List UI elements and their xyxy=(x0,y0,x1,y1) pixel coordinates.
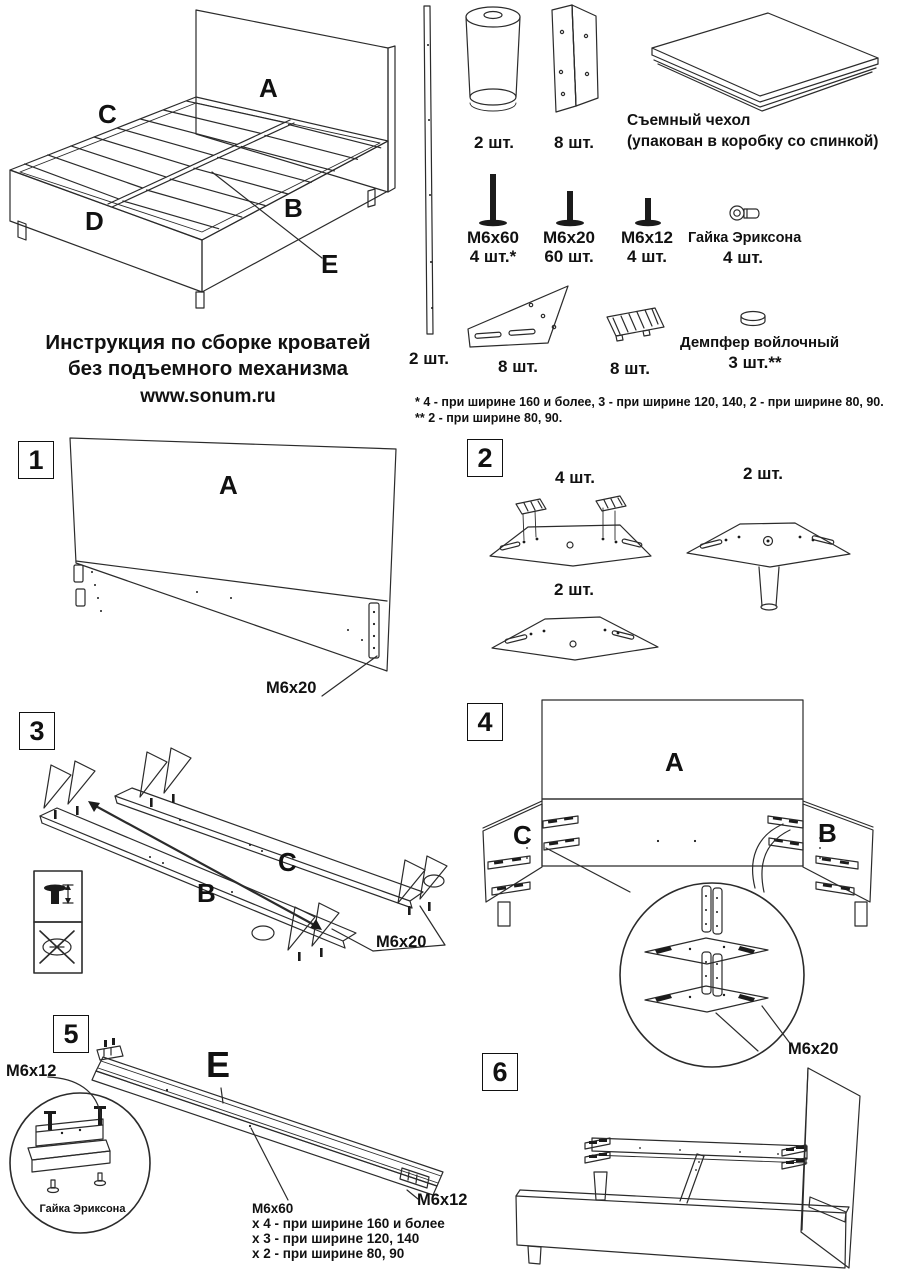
part-leg-cylinder xyxy=(466,7,520,111)
step4-screw-label: M6x20 xyxy=(788,1040,839,1058)
step4-label-b: B xyxy=(818,818,837,848)
step5-m6x12-left-label: M6x12 xyxy=(6,1062,57,1080)
step4-label-c: C xyxy=(513,820,532,850)
step1-label-a: A xyxy=(219,470,238,500)
overview-label-d: D xyxy=(85,206,104,236)
step6-frame-drawing xyxy=(516,1068,860,1268)
sheet-title xyxy=(28,330,388,382)
step5-option-2: x 3 - при ширине 120, 140 xyxy=(252,1231,420,1246)
part-slat-pad xyxy=(607,308,664,341)
bracket-qty: 8 шт. xyxy=(554,133,594,152)
m6x12-caption xyxy=(614,228,680,266)
m6x12-qty: 4 шт. xyxy=(627,247,667,266)
step-6-number: 6 xyxy=(482,1053,518,1091)
step2-leg-plate-qty: 2 шт. xyxy=(743,464,783,483)
part-erikson-nut xyxy=(730,206,759,220)
step3-label-c: C xyxy=(278,847,297,877)
step1-screw-label: M6x20 xyxy=(266,679,317,697)
step-5-number: 5 xyxy=(53,1015,89,1053)
part-corner-bracket xyxy=(552,5,598,112)
m6x60-caption xyxy=(460,228,526,266)
footnote-1: * 4 - при ширине 160 и более, 3 - при ширине 120, 140, 2 - при ширине 80, 90. xyxy=(415,395,884,409)
m6x20-caption xyxy=(536,228,602,266)
step5-bolt-options xyxy=(252,1201,445,1261)
cover-note: (упакован в коробку со спинкой) xyxy=(627,133,879,150)
title-line1: Инструкция по сборке кроватей xyxy=(45,331,371,354)
cover-caption xyxy=(627,110,878,152)
part-bolt-m6x60 xyxy=(479,174,507,226)
m6x12-name: M6x12 xyxy=(621,228,673,247)
part-corner-plate xyxy=(468,286,568,347)
no-overtighten-icon xyxy=(40,931,74,963)
step3-screw-label: M6x20 xyxy=(376,933,427,951)
nut-qty: 4 шт. xyxy=(723,248,763,267)
damper-caption xyxy=(680,333,840,373)
damper-qty: 3 шт.** xyxy=(728,353,782,372)
step2-pads-qty: 4 шт. xyxy=(555,468,595,487)
step-4-number: 4 xyxy=(467,703,503,741)
pad-qty: 8 шт. xyxy=(610,359,650,378)
step5-label-e: E xyxy=(206,1044,231,1085)
m6x60-name: M6x60 xyxy=(467,228,519,247)
part-felt-damper xyxy=(741,312,765,326)
cover-name: Съемный чехол xyxy=(627,112,751,129)
step-1-number: 1 xyxy=(18,441,54,479)
overview-label-a: A xyxy=(259,73,278,103)
overview-label-e: E xyxy=(321,249,339,279)
step3-label-b: B xyxy=(197,878,216,908)
overview-label-c: C xyxy=(98,99,117,129)
step2-plates-drawing xyxy=(490,496,850,660)
slat-qty: 2 шт. xyxy=(409,349,449,368)
step4-label-a: A xyxy=(665,747,684,777)
nut-name: Гайка Эриксона xyxy=(688,230,802,246)
screw-depth-icon xyxy=(44,884,73,904)
part-bolt-m6x20 xyxy=(556,191,584,226)
plate-qty: 8 шт. xyxy=(498,357,538,376)
step5-nut-label: Гайка Эриксона xyxy=(39,1203,126,1215)
damper-name: Демпфер войлочный xyxy=(680,334,840,351)
step5-bolt-name: M6x60 xyxy=(252,1201,294,1216)
step5-option-3: x 2 - при ширине 80, 90 xyxy=(252,1246,405,1261)
step2-plate-qty: 2 шт. xyxy=(554,580,594,599)
part-bolt-m6x12 xyxy=(635,198,661,226)
part-side-slat xyxy=(424,6,433,334)
m6x20-qty: 60 шт. xyxy=(544,247,594,266)
step-3-number: 3 xyxy=(19,712,55,750)
step5-option-1: x 4 - при ширине 160 и более xyxy=(252,1216,445,1231)
footnote-2: ** 2 - при ширине 80, 90. xyxy=(415,411,563,425)
overview-label-b: B xyxy=(284,193,303,223)
leg-qty: 2 шт. xyxy=(474,133,514,152)
nut-caption xyxy=(688,229,802,267)
m6x60-qty: 4 шт.* xyxy=(469,247,517,266)
step5-m6x12-right-label: M6x12 xyxy=(417,1191,468,1209)
title-line2: без подъемного механизма xyxy=(67,357,348,380)
website-link[interactable]: www.sonum.ru xyxy=(140,386,276,407)
part-removable-cover xyxy=(652,13,878,111)
step-2-number: 2 xyxy=(467,439,503,477)
m6x20-name: M6x20 xyxy=(543,228,595,247)
